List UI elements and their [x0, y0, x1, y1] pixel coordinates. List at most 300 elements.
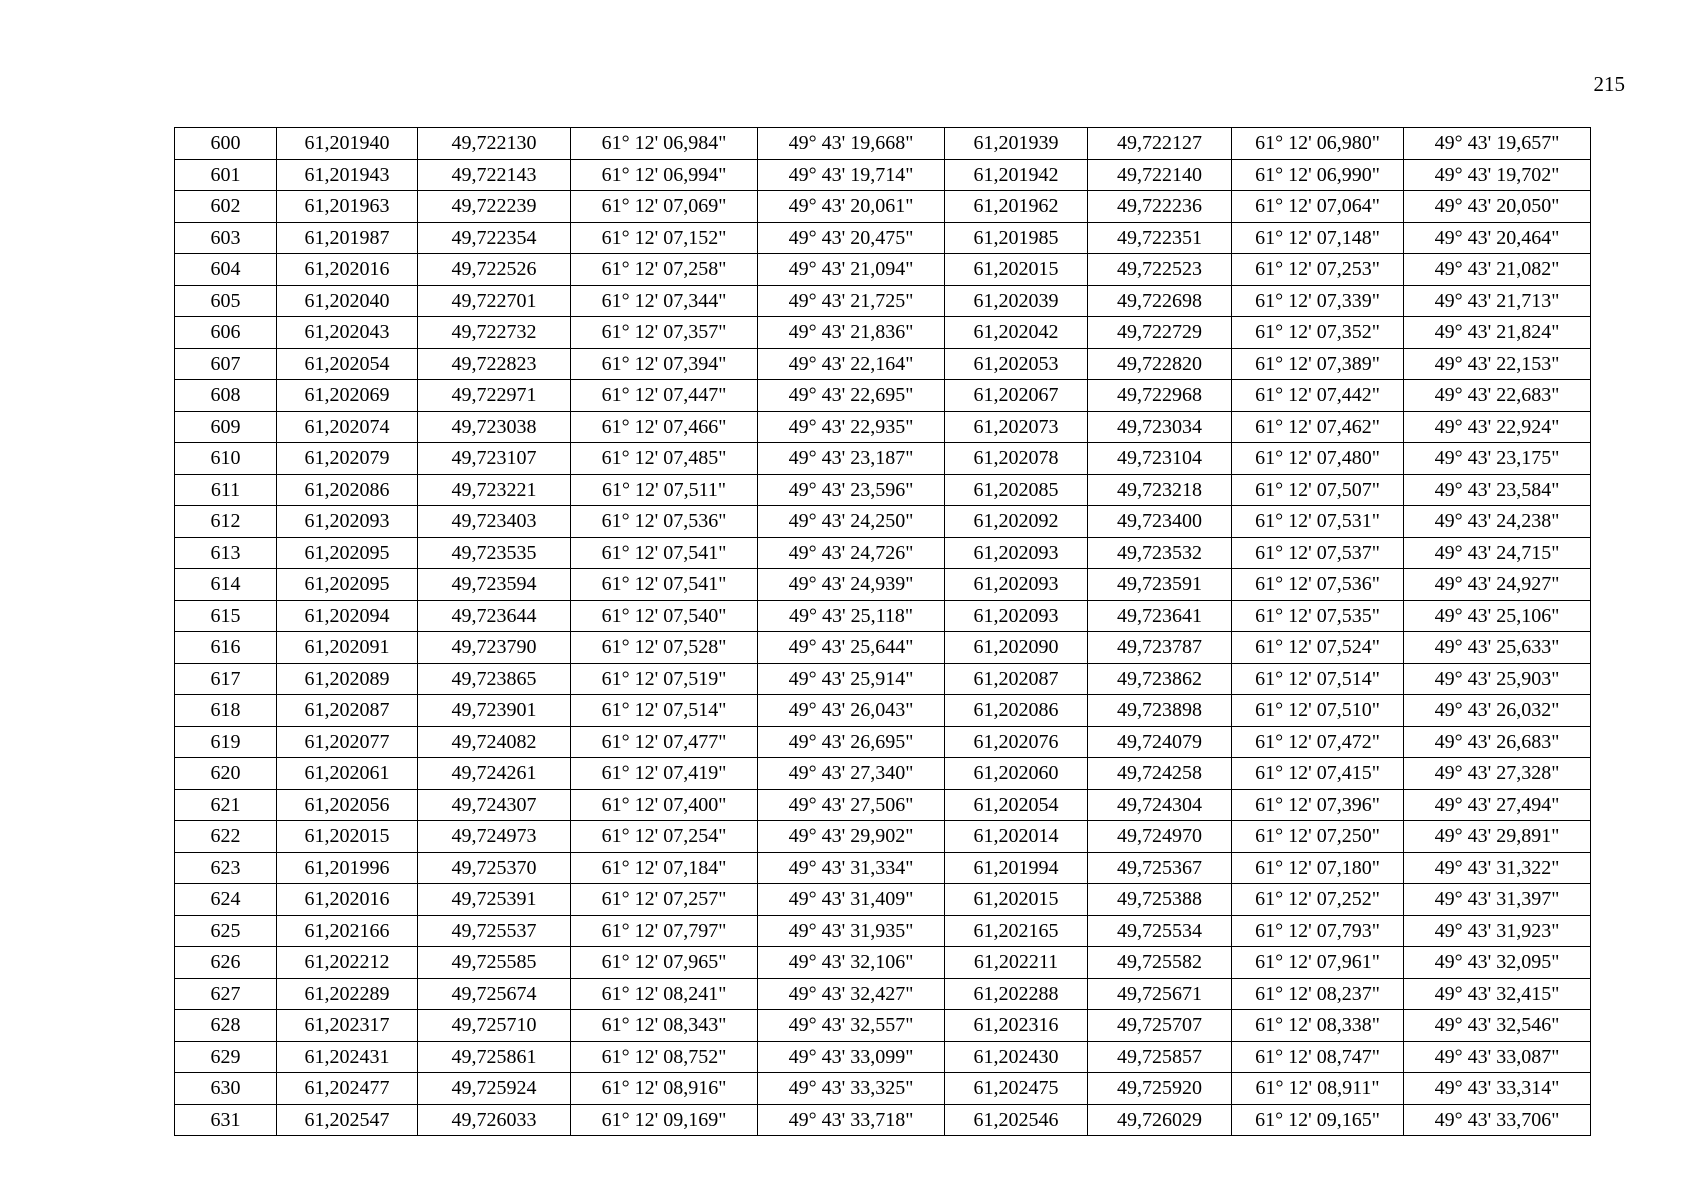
cell-latitude-dms-1: 61° 12' 07,514" [571, 695, 758, 727]
table-row [175, 474, 1591, 506]
cell-latitude-decimal-2: 61,202053 [945, 348, 1088, 380]
cell-longitude-decimal-2: 49,725582 [1088, 947, 1232, 979]
cell-longitude-decimal-1: 49,723221 [418, 474, 571, 506]
cell-longitude-dms-2: 49° 43' 22,924" [1404, 411, 1591, 443]
cell-latitude-dms-1: 61° 12' 08,343" [571, 1010, 758, 1042]
cell-longitude-decimal-1: 49,722354 [418, 222, 571, 254]
cell-point-number: 600 [175, 128, 277, 160]
cell-longitude-dms-1: 49° 43' 31,334" [758, 852, 945, 884]
cell-longitude-dms-2: 49° 43' 24,927" [1404, 569, 1591, 601]
cell-latitude-dms-2: 61° 12' 07,252" [1232, 884, 1404, 916]
cell-longitude-decimal-2: 49,723787 [1088, 632, 1232, 664]
cell-latitude-decimal-2: 61,202316 [945, 1010, 1088, 1042]
cell-longitude-dms-1: 49° 43' 31,935" [758, 915, 945, 947]
cell-latitude-decimal-1: 61,202089 [277, 663, 418, 695]
cell-longitude-decimal-2: 49,722140 [1088, 159, 1232, 191]
cell-latitude-dms-2: 61° 12' 08,911" [1232, 1073, 1404, 1105]
cell-point-number: 618 [175, 695, 277, 727]
table-row [175, 411, 1591, 443]
cell-latitude-dms-1: 61° 12' 07,152" [571, 222, 758, 254]
cell-latitude-dms-1: 61° 12' 07,541" [571, 569, 758, 601]
cell-longitude-dms-2: 49° 43' 31,322" [1404, 852, 1591, 884]
cell-latitude-decimal-2: 61,202054 [945, 789, 1088, 821]
cell-longitude-decimal-1: 49,724307 [418, 789, 571, 821]
cell-longitude-decimal-1: 49,722239 [418, 191, 571, 223]
cell-latitude-decimal-2: 61,202288 [945, 978, 1088, 1010]
cell-longitude-dms-1: 49° 43' 26,043" [758, 695, 945, 727]
cell-latitude-dms-1: 61° 12' 07,069" [571, 191, 758, 223]
cell-latitude-decimal-2: 61,202073 [945, 411, 1088, 443]
cell-latitude-decimal-1: 61,202094 [277, 600, 418, 632]
cell-longitude-decimal-1: 49,722143 [418, 159, 571, 191]
cell-latitude-decimal-2: 61,202085 [945, 474, 1088, 506]
cell-longitude-decimal-2: 49,723862 [1088, 663, 1232, 695]
table-row [175, 506, 1591, 538]
cell-point-number: 623 [175, 852, 277, 884]
cell-latitude-dms-2: 61° 12' 07,537" [1232, 537, 1404, 569]
table-row [175, 348, 1591, 380]
cell-latitude-decimal-1: 61,202077 [277, 726, 418, 758]
cell-longitude-dms-1: 49° 43' 20,475" [758, 222, 945, 254]
cell-latitude-dms-1: 61° 12' 07,184" [571, 852, 758, 884]
cell-longitude-decimal-1: 49,725674 [418, 978, 571, 1010]
cell-longitude-decimal-2: 49,725671 [1088, 978, 1232, 1010]
cell-longitude-decimal-2: 49,724304 [1088, 789, 1232, 821]
cell-longitude-decimal-1: 49,724082 [418, 726, 571, 758]
cell-latitude-dms-1: 61° 12' 07,797" [571, 915, 758, 947]
cell-latitude-dms-2: 61° 12' 07,415" [1232, 758, 1404, 790]
cell-longitude-dms-1: 49° 43' 21,094" [758, 254, 945, 286]
cell-latitude-dms-2: 61° 12' 07,352" [1232, 317, 1404, 349]
cell-latitude-decimal-2: 61,202093 [945, 600, 1088, 632]
table-row [175, 222, 1591, 254]
cell-latitude-decimal-1: 61,202016 [277, 254, 418, 286]
cell-longitude-decimal-1: 49,725924 [418, 1073, 571, 1105]
cell-point-number: 615 [175, 600, 277, 632]
table-row [175, 852, 1591, 884]
cell-latitude-decimal-1: 61,202087 [277, 695, 418, 727]
cell-longitude-decimal-1: 49,722971 [418, 380, 571, 412]
table-row [175, 978, 1591, 1010]
cell-latitude-decimal-1: 61,202093 [277, 506, 418, 538]
cell-longitude-dms-2: 49° 43' 26,032" [1404, 695, 1591, 727]
cell-point-number: 601 [175, 159, 277, 191]
cell-longitude-dms-2: 49° 43' 25,106" [1404, 600, 1591, 632]
cell-latitude-dms-1: 61° 12' 07,519" [571, 663, 758, 695]
cell-point-number: 624 [175, 884, 277, 916]
cell-longitude-dms-1: 49° 43' 32,106" [758, 947, 945, 979]
cell-latitude-decimal-1: 61,202289 [277, 978, 418, 1010]
cell-point-number: 603 [175, 222, 277, 254]
cell-longitude-decimal-2: 49,725388 [1088, 884, 1232, 916]
cell-point-number: 605 [175, 285, 277, 317]
cell-longitude-dms-2: 49° 43' 33,314" [1404, 1073, 1591, 1105]
cell-point-number: 621 [175, 789, 277, 821]
cell-longitude-dms-2: 49° 43' 33,706" [1404, 1104, 1591, 1136]
cell-longitude-dms-1: 49° 43' 19,714" [758, 159, 945, 191]
table-row [175, 726, 1591, 758]
cell-latitude-decimal-2: 61,202090 [945, 632, 1088, 664]
cell-longitude-dms-2: 49° 43' 31,397" [1404, 884, 1591, 916]
coordinates-table [174, 127, 1591, 1136]
cell-latitude-decimal-2: 61,201985 [945, 222, 1088, 254]
cell-latitude-decimal-2: 61,202015 [945, 254, 1088, 286]
cell-longitude-dms-2: 49° 43' 20,464" [1404, 222, 1591, 254]
cell-longitude-decimal-1: 49,723594 [418, 569, 571, 601]
cell-latitude-decimal-1: 61,202095 [277, 569, 418, 601]
cell-point-number: 625 [175, 915, 277, 947]
cell-longitude-dms-2: 49° 43' 21,082" [1404, 254, 1591, 286]
cell-latitude-dms-1: 61° 12' 07,965" [571, 947, 758, 979]
cell-longitude-decimal-1: 49,723107 [418, 443, 571, 475]
cell-latitude-decimal-2: 61,202086 [945, 695, 1088, 727]
table-row [175, 128, 1591, 160]
cell-longitude-dms-1: 49° 43' 27,340" [758, 758, 945, 790]
cell-latitude-dms-2: 61° 12' 07,535" [1232, 600, 1404, 632]
cell-latitude-decimal-2: 61,202211 [945, 947, 1088, 979]
table-row [175, 789, 1591, 821]
cell-longitude-dms-2: 49° 43' 25,633" [1404, 632, 1591, 664]
cell-point-number: 616 [175, 632, 277, 664]
cell-longitude-decimal-1: 49,722732 [418, 317, 571, 349]
cell-latitude-decimal-2: 61,201942 [945, 159, 1088, 191]
cell-longitude-dms-1: 49° 43' 29,902" [758, 821, 945, 853]
cell-point-number: 626 [175, 947, 277, 979]
cell-latitude-decimal-1: 61,201987 [277, 222, 418, 254]
table-row [175, 695, 1591, 727]
cell-longitude-dms-2: 49° 43' 19,702" [1404, 159, 1591, 191]
cell-latitude-decimal-2: 61,202042 [945, 317, 1088, 349]
cell-longitude-decimal-1: 49,723790 [418, 632, 571, 664]
cell-latitude-dms-2: 61° 12' 07,389" [1232, 348, 1404, 380]
cell-latitude-decimal-1: 61,201940 [277, 128, 418, 160]
cell-latitude-decimal-2: 61,202076 [945, 726, 1088, 758]
cell-latitude-decimal-2: 61,202430 [945, 1041, 1088, 1073]
cell-latitude-dms-1: 61° 12' 09,169" [571, 1104, 758, 1136]
table-body [175, 128, 1591, 1136]
cell-longitude-decimal-2: 49,722236 [1088, 191, 1232, 223]
cell-latitude-dms-2: 61° 12' 07,514" [1232, 663, 1404, 695]
cell-longitude-dms-1: 49° 43' 19,668" [758, 128, 945, 160]
cell-latitude-dms-1: 61° 12' 07,394" [571, 348, 758, 380]
cell-latitude-dms-2: 61° 12' 07,148" [1232, 222, 1404, 254]
cell-latitude-decimal-2: 61,202093 [945, 537, 1088, 569]
cell-longitude-dms-1: 49° 43' 33,325" [758, 1073, 945, 1105]
cell-latitude-dms-2: 61° 12' 07,507" [1232, 474, 1404, 506]
cell-longitude-decimal-2: 49,723034 [1088, 411, 1232, 443]
cell-longitude-dms-1: 49° 43' 24,250" [758, 506, 945, 538]
cell-point-number: 628 [175, 1010, 277, 1042]
table-row [175, 915, 1591, 947]
cell-latitude-dms-1: 61° 12' 07,540" [571, 600, 758, 632]
cell-longitude-dms-2: 49° 43' 24,715" [1404, 537, 1591, 569]
cell-latitude-decimal-1: 61,202091 [277, 632, 418, 664]
cell-point-number: 617 [175, 663, 277, 695]
cell-latitude-dms-1: 61° 12' 07,447" [571, 380, 758, 412]
table-row [175, 600, 1591, 632]
table-row [175, 380, 1591, 412]
cell-latitude-dms-2: 61° 12' 07,472" [1232, 726, 1404, 758]
cell-longitude-dms-1: 49° 43' 21,725" [758, 285, 945, 317]
cell-latitude-decimal-2: 61,202475 [945, 1073, 1088, 1105]
cell-point-number: 611 [175, 474, 277, 506]
cell-longitude-decimal-2: 49,724970 [1088, 821, 1232, 853]
cell-longitude-decimal-1: 49,725391 [418, 884, 571, 916]
cell-longitude-decimal-1: 49,723865 [418, 663, 571, 695]
cell-longitude-decimal-2: 49,725920 [1088, 1073, 1232, 1105]
cell-longitude-decimal-2: 49,723591 [1088, 569, 1232, 601]
cell-longitude-decimal-2: 49,723104 [1088, 443, 1232, 475]
cell-latitude-dms-1: 61° 12' 06,984" [571, 128, 758, 160]
table-row [175, 884, 1591, 916]
cell-point-number: 612 [175, 506, 277, 538]
cell-longitude-dms-1: 49° 43' 33,718" [758, 1104, 945, 1136]
cell-latitude-decimal-1: 61,202054 [277, 348, 418, 380]
cell-latitude-decimal-1: 61,202069 [277, 380, 418, 412]
cell-longitude-decimal-1: 49,723901 [418, 695, 571, 727]
cell-latitude-decimal-2: 61,202092 [945, 506, 1088, 538]
cell-latitude-dms-2: 61° 12' 07,253" [1232, 254, 1404, 286]
cell-longitude-decimal-2: 49,722968 [1088, 380, 1232, 412]
cell-longitude-dms-1: 49° 43' 21,836" [758, 317, 945, 349]
cell-longitude-decimal-2: 49,725534 [1088, 915, 1232, 947]
cell-longitude-dms-2: 49° 43' 23,175" [1404, 443, 1591, 475]
cell-longitude-dms-1: 49° 43' 25,644" [758, 632, 945, 664]
cell-point-number: 614 [175, 569, 277, 601]
cell-latitude-decimal-1: 61,202095 [277, 537, 418, 569]
cell-longitude-decimal-1: 49,725537 [418, 915, 571, 947]
cell-latitude-dms-2: 61° 12' 07,462" [1232, 411, 1404, 443]
cell-latitude-decimal-2: 61,202067 [945, 380, 1088, 412]
cell-longitude-dms-1: 49° 43' 24,939" [758, 569, 945, 601]
cell-longitude-decimal-2: 49,722698 [1088, 285, 1232, 317]
cell-latitude-decimal-2: 61,202039 [945, 285, 1088, 317]
cell-latitude-dms-1: 61° 12' 07,258" [571, 254, 758, 286]
cell-latitude-dms-1: 61° 12' 07,400" [571, 789, 758, 821]
cell-longitude-decimal-2: 49,722820 [1088, 348, 1232, 380]
cell-longitude-decimal-1: 49,723038 [418, 411, 571, 443]
table-row [175, 191, 1591, 223]
cell-longitude-decimal-1: 49,723644 [418, 600, 571, 632]
cell-longitude-decimal-1: 49,722701 [418, 285, 571, 317]
cell-latitude-decimal-2: 61,202078 [945, 443, 1088, 475]
cell-latitude-dms-2: 61° 12' 07,180" [1232, 852, 1404, 884]
cell-longitude-dms-2: 49° 43' 19,657" [1404, 128, 1591, 160]
cell-latitude-dms-1: 61° 12' 07,466" [571, 411, 758, 443]
cell-longitude-dms-1: 49° 43' 25,914" [758, 663, 945, 695]
cell-latitude-decimal-1: 61,202212 [277, 947, 418, 979]
cell-latitude-dms-2: 61° 12' 06,990" [1232, 159, 1404, 191]
table-row [175, 159, 1591, 191]
cell-point-number: 629 [175, 1041, 277, 1073]
cell-point-number: 627 [175, 978, 277, 1010]
cell-latitude-dms-1: 61° 12' 08,916" [571, 1073, 758, 1105]
cell-latitude-dms-1: 61° 12' 07,357" [571, 317, 758, 349]
cell-latitude-decimal-2: 61,202093 [945, 569, 1088, 601]
cell-latitude-decimal-1: 61,202043 [277, 317, 418, 349]
cell-longitude-dms-2: 49° 43' 32,415" [1404, 978, 1591, 1010]
cell-point-number: 608 [175, 380, 277, 412]
cell-latitude-dms-1: 61° 12' 07,485" [571, 443, 758, 475]
cell-latitude-decimal-1: 61,202079 [277, 443, 418, 475]
cell-longitude-decimal-1: 49,724261 [418, 758, 571, 790]
cell-longitude-decimal-2: 49,722127 [1088, 128, 1232, 160]
cell-longitude-dms-1: 49° 43' 27,506" [758, 789, 945, 821]
cell-longitude-decimal-1: 49,726033 [418, 1104, 571, 1136]
table-row [175, 1104, 1591, 1136]
cell-longitude-decimal-1: 49,725861 [418, 1041, 571, 1073]
cell-latitude-dms-2: 61° 12' 09,165" [1232, 1104, 1404, 1136]
cell-longitude-dms-2: 49° 43' 25,903" [1404, 663, 1591, 695]
cell-longitude-decimal-1: 49,722526 [418, 254, 571, 286]
cell-latitude-decimal-1: 61,201963 [277, 191, 418, 223]
cell-latitude-dms-2: 61° 12' 08,338" [1232, 1010, 1404, 1042]
cell-longitude-decimal-2: 49,722351 [1088, 222, 1232, 254]
cell-latitude-dms-1: 61° 12' 07,254" [571, 821, 758, 853]
cell-latitude-decimal-1: 61,202056 [277, 789, 418, 821]
cell-latitude-decimal-1: 61,202061 [277, 758, 418, 790]
cell-latitude-decimal-1: 61,202477 [277, 1073, 418, 1105]
cell-latitude-decimal-2: 61,202546 [945, 1104, 1088, 1136]
cell-longitude-decimal-2: 49,723532 [1088, 537, 1232, 569]
cell-latitude-decimal-1: 61,202086 [277, 474, 418, 506]
table-row [175, 758, 1591, 790]
cell-longitude-decimal-1: 49,722130 [418, 128, 571, 160]
cell-longitude-decimal-1: 49,723535 [418, 537, 571, 569]
cell-latitude-dms-1: 61° 12' 07,536" [571, 506, 758, 538]
cell-point-number: 606 [175, 317, 277, 349]
cell-longitude-dms-2: 49° 43' 23,584" [1404, 474, 1591, 506]
cell-longitude-decimal-2: 49,726029 [1088, 1104, 1232, 1136]
table-row [175, 632, 1591, 664]
cell-longitude-decimal-2: 49,722523 [1088, 254, 1232, 286]
cell-latitude-dms-2: 61° 12' 07,524" [1232, 632, 1404, 664]
cell-latitude-decimal-1: 61,202074 [277, 411, 418, 443]
cell-longitude-dms-1: 49° 43' 24,726" [758, 537, 945, 569]
cell-longitude-dms-2: 49° 43' 21,713" [1404, 285, 1591, 317]
cell-latitude-dms-2: 61° 12' 07,961" [1232, 947, 1404, 979]
cell-latitude-decimal-1: 61,202166 [277, 915, 418, 947]
cell-latitude-decimal-2: 61,201994 [945, 852, 1088, 884]
cell-longitude-decimal-2: 49,725367 [1088, 852, 1232, 884]
cell-longitude-dms-1: 49° 43' 31,409" [758, 884, 945, 916]
cell-latitude-dms-1: 61° 12' 07,257" [571, 884, 758, 916]
cell-longitude-decimal-1: 49,725370 [418, 852, 571, 884]
cell-longitude-decimal-1: 49,725585 [418, 947, 571, 979]
table-row [175, 285, 1591, 317]
cell-longitude-dms-2: 49° 43' 32,546" [1404, 1010, 1591, 1042]
table-row [175, 254, 1591, 286]
cell-longitude-decimal-2: 49,723218 [1088, 474, 1232, 506]
cell-longitude-decimal-1: 49,724973 [418, 821, 571, 853]
cell-latitude-dms-1: 61° 12' 07,344" [571, 285, 758, 317]
cell-latitude-dms-1: 61° 12' 07,528" [571, 632, 758, 664]
cell-longitude-dms-2: 49° 43' 26,683" [1404, 726, 1591, 758]
cell-longitude-decimal-2: 49,723898 [1088, 695, 1232, 727]
table-row [175, 947, 1591, 979]
cell-latitude-dms-2: 61° 12' 07,510" [1232, 695, 1404, 727]
cell-latitude-decimal-1: 61,202431 [277, 1041, 418, 1073]
cell-longitude-dms-2: 49° 43' 20,050" [1404, 191, 1591, 223]
cell-longitude-decimal-2: 49,723641 [1088, 600, 1232, 632]
cell-latitude-decimal-1: 61,201996 [277, 852, 418, 884]
table-row [175, 537, 1591, 569]
cell-latitude-decimal-2: 61,202060 [945, 758, 1088, 790]
cell-longitude-dms-1: 49° 43' 22,695" [758, 380, 945, 412]
cell-longitude-dms-1: 49° 43' 32,427" [758, 978, 945, 1010]
cell-latitude-dms-2: 61° 12' 07,339" [1232, 285, 1404, 317]
cell-latitude-decimal-2: 61,202087 [945, 663, 1088, 695]
cell-latitude-decimal-2: 61,202015 [945, 884, 1088, 916]
cell-longitude-dms-2: 49° 43' 27,494" [1404, 789, 1591, 821]
cell-longitude-dms-1: 49° 43' 25,118" [758, 600, 945, 632]
cell-latitude-dms-2: 61° 12' 07,442" [1232, 380, 1404, 412]
cell-longitude-dms-1: 49° 43' 22,164" [758, 348, 945, 380]
cell-latitude-dms-1: 61° 12' 08,241" [571, 978, 758, 1010]
table-row [175, 317, 1591, 349]
cell-point-number: 619 [175, 726, 277, 758]
cell-longitude-dms-1: 49° 43' 32,557" [758, 1010, 945, 1042]
cell-point-number: 613 [175, 537, 277, 569]
cell-longitude-decimal-2: 49,723400 [1088, 506, 1232, 538]
cell-longitude-dms-1: 49° 43' 33,099" [758, 1041, 945, 1073]
cell-longitude-dms-2: 49° 43' 29,891" [1404, 821, 1591, 853]
cell-point-number: 604 [175, 254, 277, 286]
cell-latitude-dms-2: 61° 12' 07,064" [1232, 191, 1404, 223]
cell-latitude-dms-2: 61° 12' 06,980" [1232, 128, 1404, 160]
cell-latitude-dms-2: 61° 12' 07,250" [1232, 821, 1404, 853]
cell-point-number: 631 [175, 1104, 277, 1136]
cell-latitude-decimal-1: 61,202040 [277, 285, 418, 317]
cell-longitude-dms-2: 49° 43' 24,238" [1404, 506, 1591, 538]
cell-latitude-dms-1: 61° 12' 07,541" [571, 537, 758, 569]
table-row [175, 569, 1591, 601]
cell-longitude-dms-1: 49° 43' 23,187" [758, 443, 945, 475]
cell-longitude-dms-1: 49° 43' 23,596" [758, 474, 945, 506]
cell-latitude-decimal-2: 61,201962 [945, 191, 1088, 223]
cell-latitude-dms-1: 61° 12' 07,419" [571, 758, 758, 790]
cell-latitude-dms-2: 61° 12' 08,237" [1232, 978, 1404, 1010]
table-row [175, 663, 1591, 695]
cell-latitude-dms-2: 61° 12' 07,531" [1232, 506, 1404, 538]
cell-latitude-decimal-1: 61,202016 [277, 884, 418, 916]
cell-latitude-dms-1: 61° 12' 08,752" [571, 1041, 758, 1073]
cell-latitude-dms-2: 61° 12' 07,480" [1232, 443, 1404, 475]
cell-longitude-dms-1: 49° 43' 20,061" [758, 191, 945, 223]
cell-point-number: 620 [175, 758, 277, 790]
cell-longitude-dms-1: 49° 43' 26,695" [758, 726, 945, 758]
cell-latitude-dms-2: 61° 12' 08,747" [1232, 1041, 1404, 1073]
cell-latitude-dms-1: 61° 12' 07,511" [571, 474, 758, 506]
cell-latitude-decimal-1: 61,202317 [277, 1010, 418, 1042]
cell-latitude-dms-2: 61° 12' 07,536" [1232, 569, 1404, 601]
cell-latitude-dms-1: 61° 12' 06,994" [571, 159, 758, 191]
cell-longitude-decimal-2: 49,725857 [1088, 1041, 1232, 1073]
table-row [175, 1010, 1591, 1042]
cell-longitude-dms-2: 49° 43' 21,824" [1404, 317, 1591, 349]
cell-longitude-dms-2: 49° 43' 27,328" [1404, 758, 1591, 790]
cell-longitude-dms-2: 49° 43' 22,683" [1404, 380, 1591, 412]
cell-latitude-decimal-1: 61,202547 [277, 1104, 418, 1136]
cell-longitude-decimal-2: 49,724079 [1088, 726, 1232, 758]
cell-latitude-decimal-1: 61,202015 [277, 821, 418, 853]
table-row [175, 1041, 1591, 1073]
cell-longitude-decimal-2: 49,722729 [1088, 317, 1232, 349]
cell-point-number: 630 [175, 1073, 277, 1105]
cell-latitude-dms-2: 61° 12' 07,396" [1232, 789, 1404, 821]
cell-longitude-dms-2: 49° 43' 22,153" [1404, 348, 1591, 380]
cell-longitude-decimal-1: 49,723403 [418, 506, 571, 538]
